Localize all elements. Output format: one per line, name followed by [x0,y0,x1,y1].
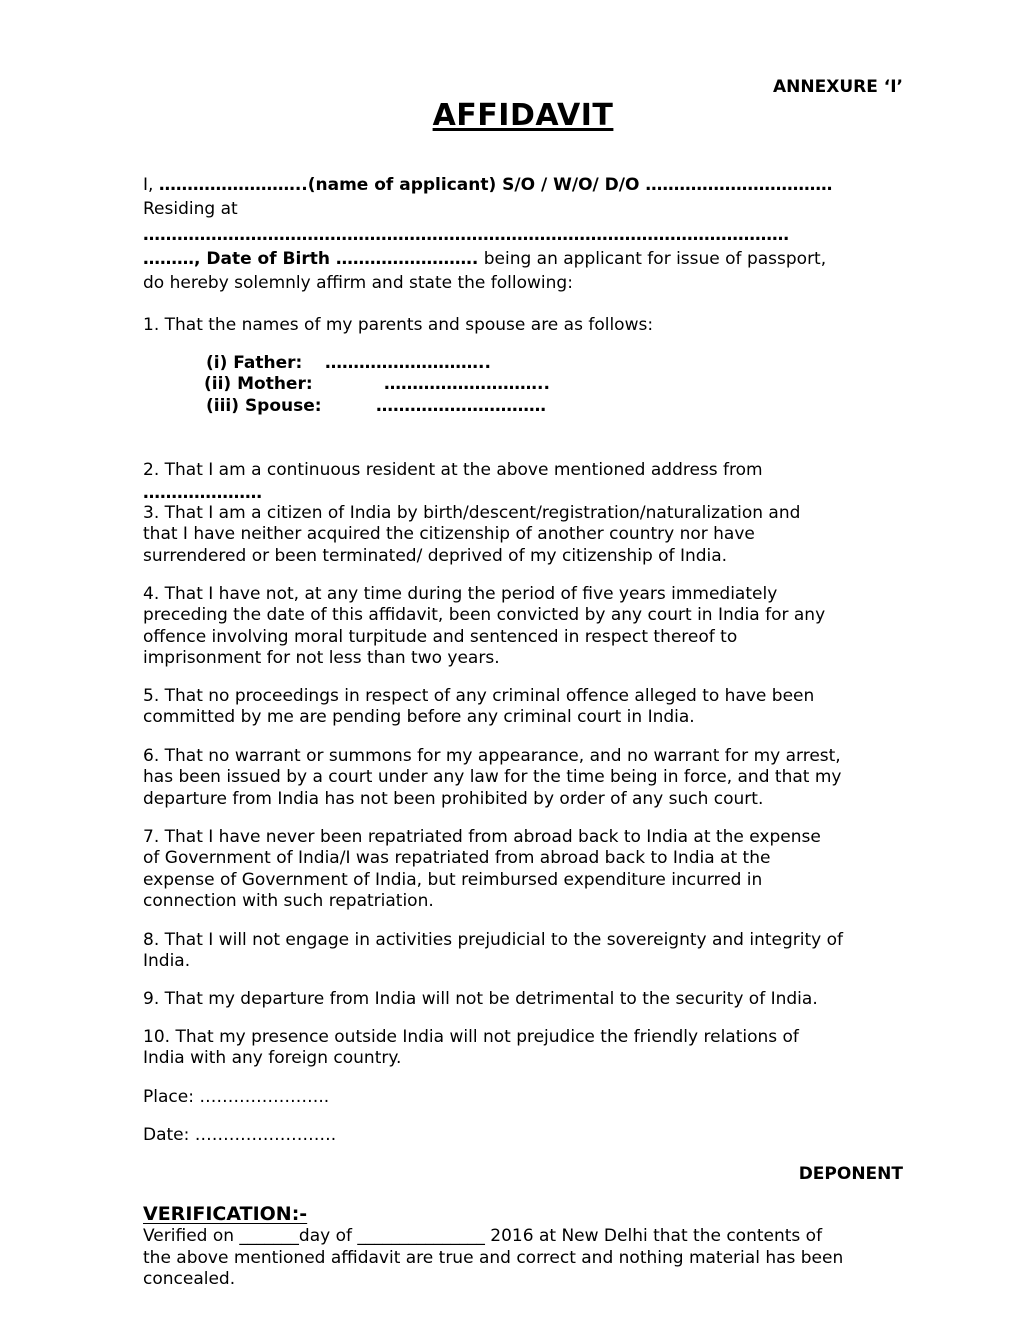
verification-heading: VERIFICATION:- [143,1203,308,1225]
spouse-value: ………………………… [376,396,546,416]
place-field: Place: ………………….. [143,1087,330,1107]
applicant-name-blank: ……………………..(name of applicant) S/O / W/O/ D/O …………………………… [158,175,833,195]
mother-value: ……………………….. [384,374,550,394]
intro-line-1 [143,175,832,196]
clause-8-line-2: India. [143,951,191,971]
intro-line-4 [143,249,826,270]
clause-6-line-3: departure from India has not been prohibited by order of any such court. [143,789,764,809]
clause-4-line-2: preceding the date of this affidavit, been convicted by any court in India for any [143,605,826,625]
clause-8-line-1: 8. That I will not engage in activities prejudicial to the sovereignty and integrity of [143,930,844,950]
clause-10-line-1: 10. That my presence outside India will not prejudice the friendly relations of [143,1027,799,1047]
clause-1: 1. That the names of my parents and spouse are as follows: [143,315,654,335]
clause-3-line-2: that I have neither acquired the citizenship of another country nor have [143,524,755,544]
clause-4-line-4: imprisonment for not less than two years. [143,648,500,668]
clause-7-line-3: expense of Government of India, but reimbursed expenditure incurred in [143,870,763,890]
annexure-label: ANNEXURE ‘I’ [773,77,903,97]
intro-line-2: Residing at [143,199,238,219]
clause-4-line-1: 4. That I have not, at any time during the period of five years immediately [143,584,778,604]
clause-7-line-4: connection with such repatriation. [143,891,434,911]
father-value: ……………………….. [325,353,491,373]
clause-9-line-1: 9. That my departure from India will not be detrimental to the security of India. [143,989,818,1009]
verification-line-2: the above mentioned affidavit are true and correct and nothing material has been [143,1248,844,1268]
clause-10-line-2: India with any foreign country. [143,1048,402,1068]
father-label: (i) Father: [206,353,303,373]
verification-line-1: Verified on _______day of _______________ 2016 at New Delhi that the contents of [143,1226,823,1246]
intro-prefix: I, [143,175,159,195]
clause-3-line-1: 3. That I am a citizen of India by birth/descent/registration/naturalization and [143,503,801,523]
document-title: AFFIDAVIT [432,98,614,133]
clause-2-blank: ………………… [143,483,262,503]
spouse-label: (iii) Spouse: [206,396,322,416]
clause-4-line-3: offence involving moral turpitude and sentenced in respect thereof to [143,627,738,647]
clause-7-line-1: 7. That I have never been repatriated from abroad back to India at the expense [143,827,821,847]
date-field: Date: ……………………. [143,1125,337,1145]
mother-label: (ii) Mother: [204,374,313,394]
address-blank: …………………………………………………………………………………………………… [143,225,789,245]
clause-7-line-2: of Government of India/I was repatriated from abroad back to India at the [143,848,771,868]
deponent-label: DEPONENT [798,1164,903,1184]
clause-3-line-3: surrendered or been terminated/ deprived of my citizenship of India. [143,546,728,566]
intro-line-5: do hereby solemnly affirm and state the following: [143,273,573,293]
clause-5-line-1: 5. That no proceedings in respect of any criminal offence alleged to have been [143,686,815,706]
date-of-birth-blank: ………, Date of Birth ……………………. [143,249,479,269]
clause-6-line-2: has been issued by a court under any law for the time being in force, and that my [143,767,842,787]
clause-5-line-2: committed by me are pending before any criminal court in India. [143,707,695,727]
clause-2-line-1: 2. That I am a continuous resident at the above mentioned address from [143,460,763,480]
verification-line-3: concealed. [143,1269,236,1289]
clause-6-line-1: 6. That no warrant or summons for my appearance, and no warrant for my arrest, [143,746,841,766]
intro-line-4-rest: being an applicant for issue of passport, [478,249,827,269]
